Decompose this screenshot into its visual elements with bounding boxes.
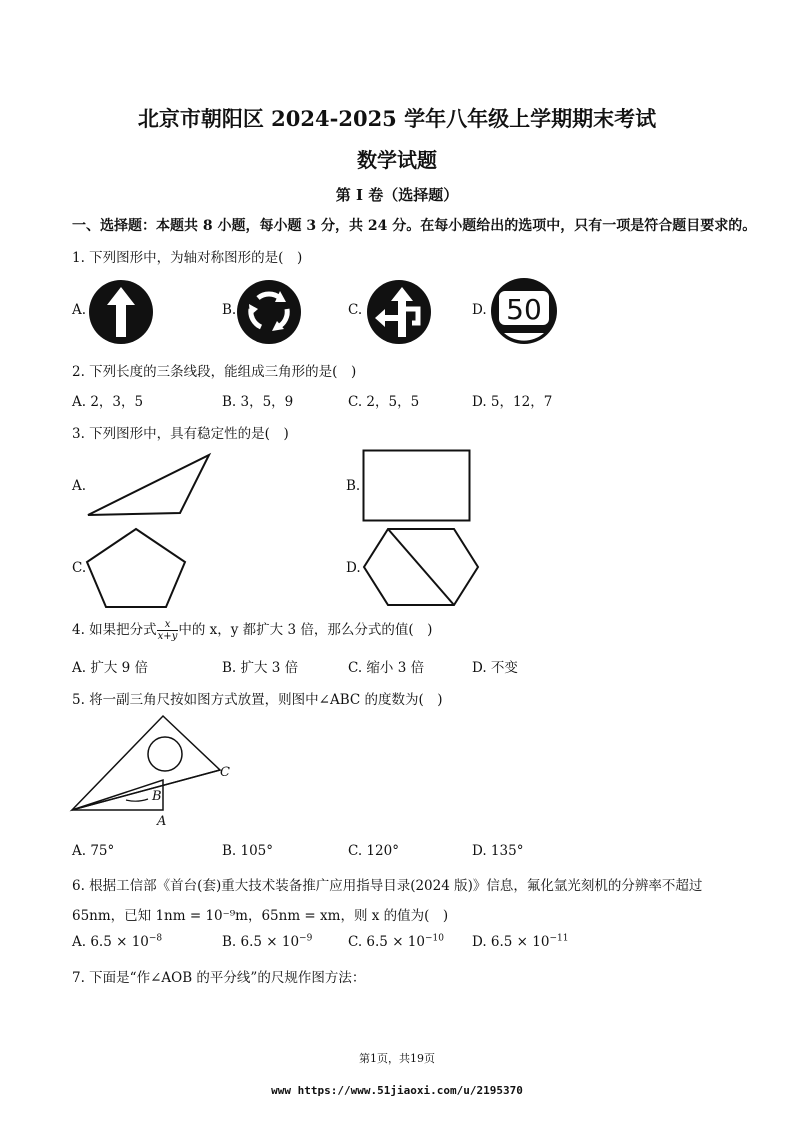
q2-option-a: A. 2，3，5 — [72, 394, 144, 410]
q5-option-c: C. 120° — [348, 843, 399, 859]
q6-option-b-base: B. 6.5 × 10 — [222, 934, 300, 950]
q4-fraction-denominator: x+y — [157, 631, 178, 642]
question-6-line-1: 6. 根据工信部《首台(套)重大技术装备推广应用指导目录(2024 版)》信息，氟化氩光刻机的分辨率不超过 — [72, 878, 703, 894]
roundabout-sign-icon — [236, 279, 302, 345]
q6-option-b — [222, 934, 312, 950]
q5-option-a: A. 75° — [72, 843, 115, 859]
q6-option-c — [348, 934, 444, 950]
q6-option-a — [72, 934, 162, 950]
q5-option-b: B. 105° — [222, 843, 274, 859]
q6-option-d-exponent: −11 — [549, 933, 569, 944]
q6-option-c-base: C. 6.5 × 10 — [348, 934, 425, 950]
question-4-stem — [72, 618, 432, 642]
q6-option-b-exponent: −9 — [299, 933, 313, 944]
question-2-stem: 2. 下列长度的三条线段，能组成三角形的是( ) — [72, 364, 357, 380]
q4-stem-post: 中的 x，y 都扩大 3 倍，那么分式的值( ) — [178, 622, 433, 638]
point-label-b: B — [152, 789, 162, 804]
q3-label-d: D. — [346, 560, 361, 576]
pentagon-figure — [84, 527, 188, 609]
rectangle-figure — [362, 449, 472, 523]
straight-arrow-sign-icon — [88, 279, 154, 345]
q4-option-c: C. 缩小 3 倍 — [348, 660, 425, 676]
point-label-a: A — [157, 814, 167, 829]
q5-option-d: D. 135° — [472, 843, 524, 859]
speed-limit-sign-icon — [490, 277, 558, 345]
question-6-line-2: 65nm，已知 1nm = 10⁻⁹m，65nm = xm，则 x 的值为( ) — [72, 908, 449, 924]
question-5-stem: 5. 将一副三角尺按如图方式放置，则图中∠ABC 的度数为( ) — [72, 692, 443, 708]
q2-option-b: B. 3，5，9 — [222, 394, 294, 410]
q1-label-a: A. — [72, 302, 87, 318]
question-1-stem: 1. 下列图形中，为轴对称图形的是( ) — [72, 250, 303, 266]
q3-label-c: C. — [72, 560, 87, 576]
part-heading: 第 I 卷（选择题） — [335, 186, 459, 204]
q4-fraction-numerator: x — [157, 619, 179, 631]
page-title: 北京市朝阳区 2024-2025 学年八年级上学期期末考试 — [137, 106, 657, 131]
watermark-url[interactable]: www https://www.51jiaoxi.com/u/2195370 — [271, 1084, 523, 1097]
q4-fraction — [157, 619, 179, 642]
q6-option-a-base: A. 6.5 × 10 — [72, 934, 149, 950]
q6-option-d-base: D. 6.5 × 10 — [472, 934, 550, 950]
q4-option-d: D. 不变 — [472, 660, 518, 676]
section-heading: 一、选择题：本题共 8 小题，每小题 3 分，共 24 分。在每小题给出的选项中，只有一项是符合题目要求的。 — [72, 218, 757, 234]
page-number: 第1页，共19页 — [359, 1052, 435, 1065]
set-square-figure — [68, 712, 248, 830]
q3-label-b: B. — [346, 478, 361, 494]
q2-option-c: C. 2，5，5 — [348, 394, 420, 410]
question-7-stem: 7. 下面是“作∠AOB 的平分线”的尺规作图方法： — [72, 970, 366, 986]
q6-option-d — [472, 934, 568, 950]
q1-label-b: B. — [222, 302, 237, 318]
hexagon-with-diagonal-figure — [362, 527, 480, 607]
point-label-c: C — [220, 765, 230, 780]
q3-label-a: A. — [72, 478, 87, 494]
q1-label-c: C. — [348, 302, 363, 318]
q1-label-d: D. — [472, 302, 487, 318]
question-3-stem: 3. 下列图形中，具有稳定性的是( ) — [72, 426, 289, 442]
straight-left-turn-sign-icon — [366, 279, 432, 345]
q6-option-c-exponent: −10 — [424, 933, 444, 944]
q4-option-b: B. 扩大 3 倍 — [222, 660, 299, 676]
triangle-figure — [86, 452, 212, 518]
q4-option-a: A. 扩大 9 倍 — [72, 660, 149, 676]
page-subtitle: 数学试题 — [357, 148, 437, 172]
q2-option-d: D. 5，12，7 — [472, 394, 553, 410]
q6-option-a-exponent: −8 — [148, 933, 163, 944]
q4-stem-pre: 4. 如果把分式 — [72, 622, 157, 638]
speed-limit-text: 50 — [506, 293, 542, 326]
